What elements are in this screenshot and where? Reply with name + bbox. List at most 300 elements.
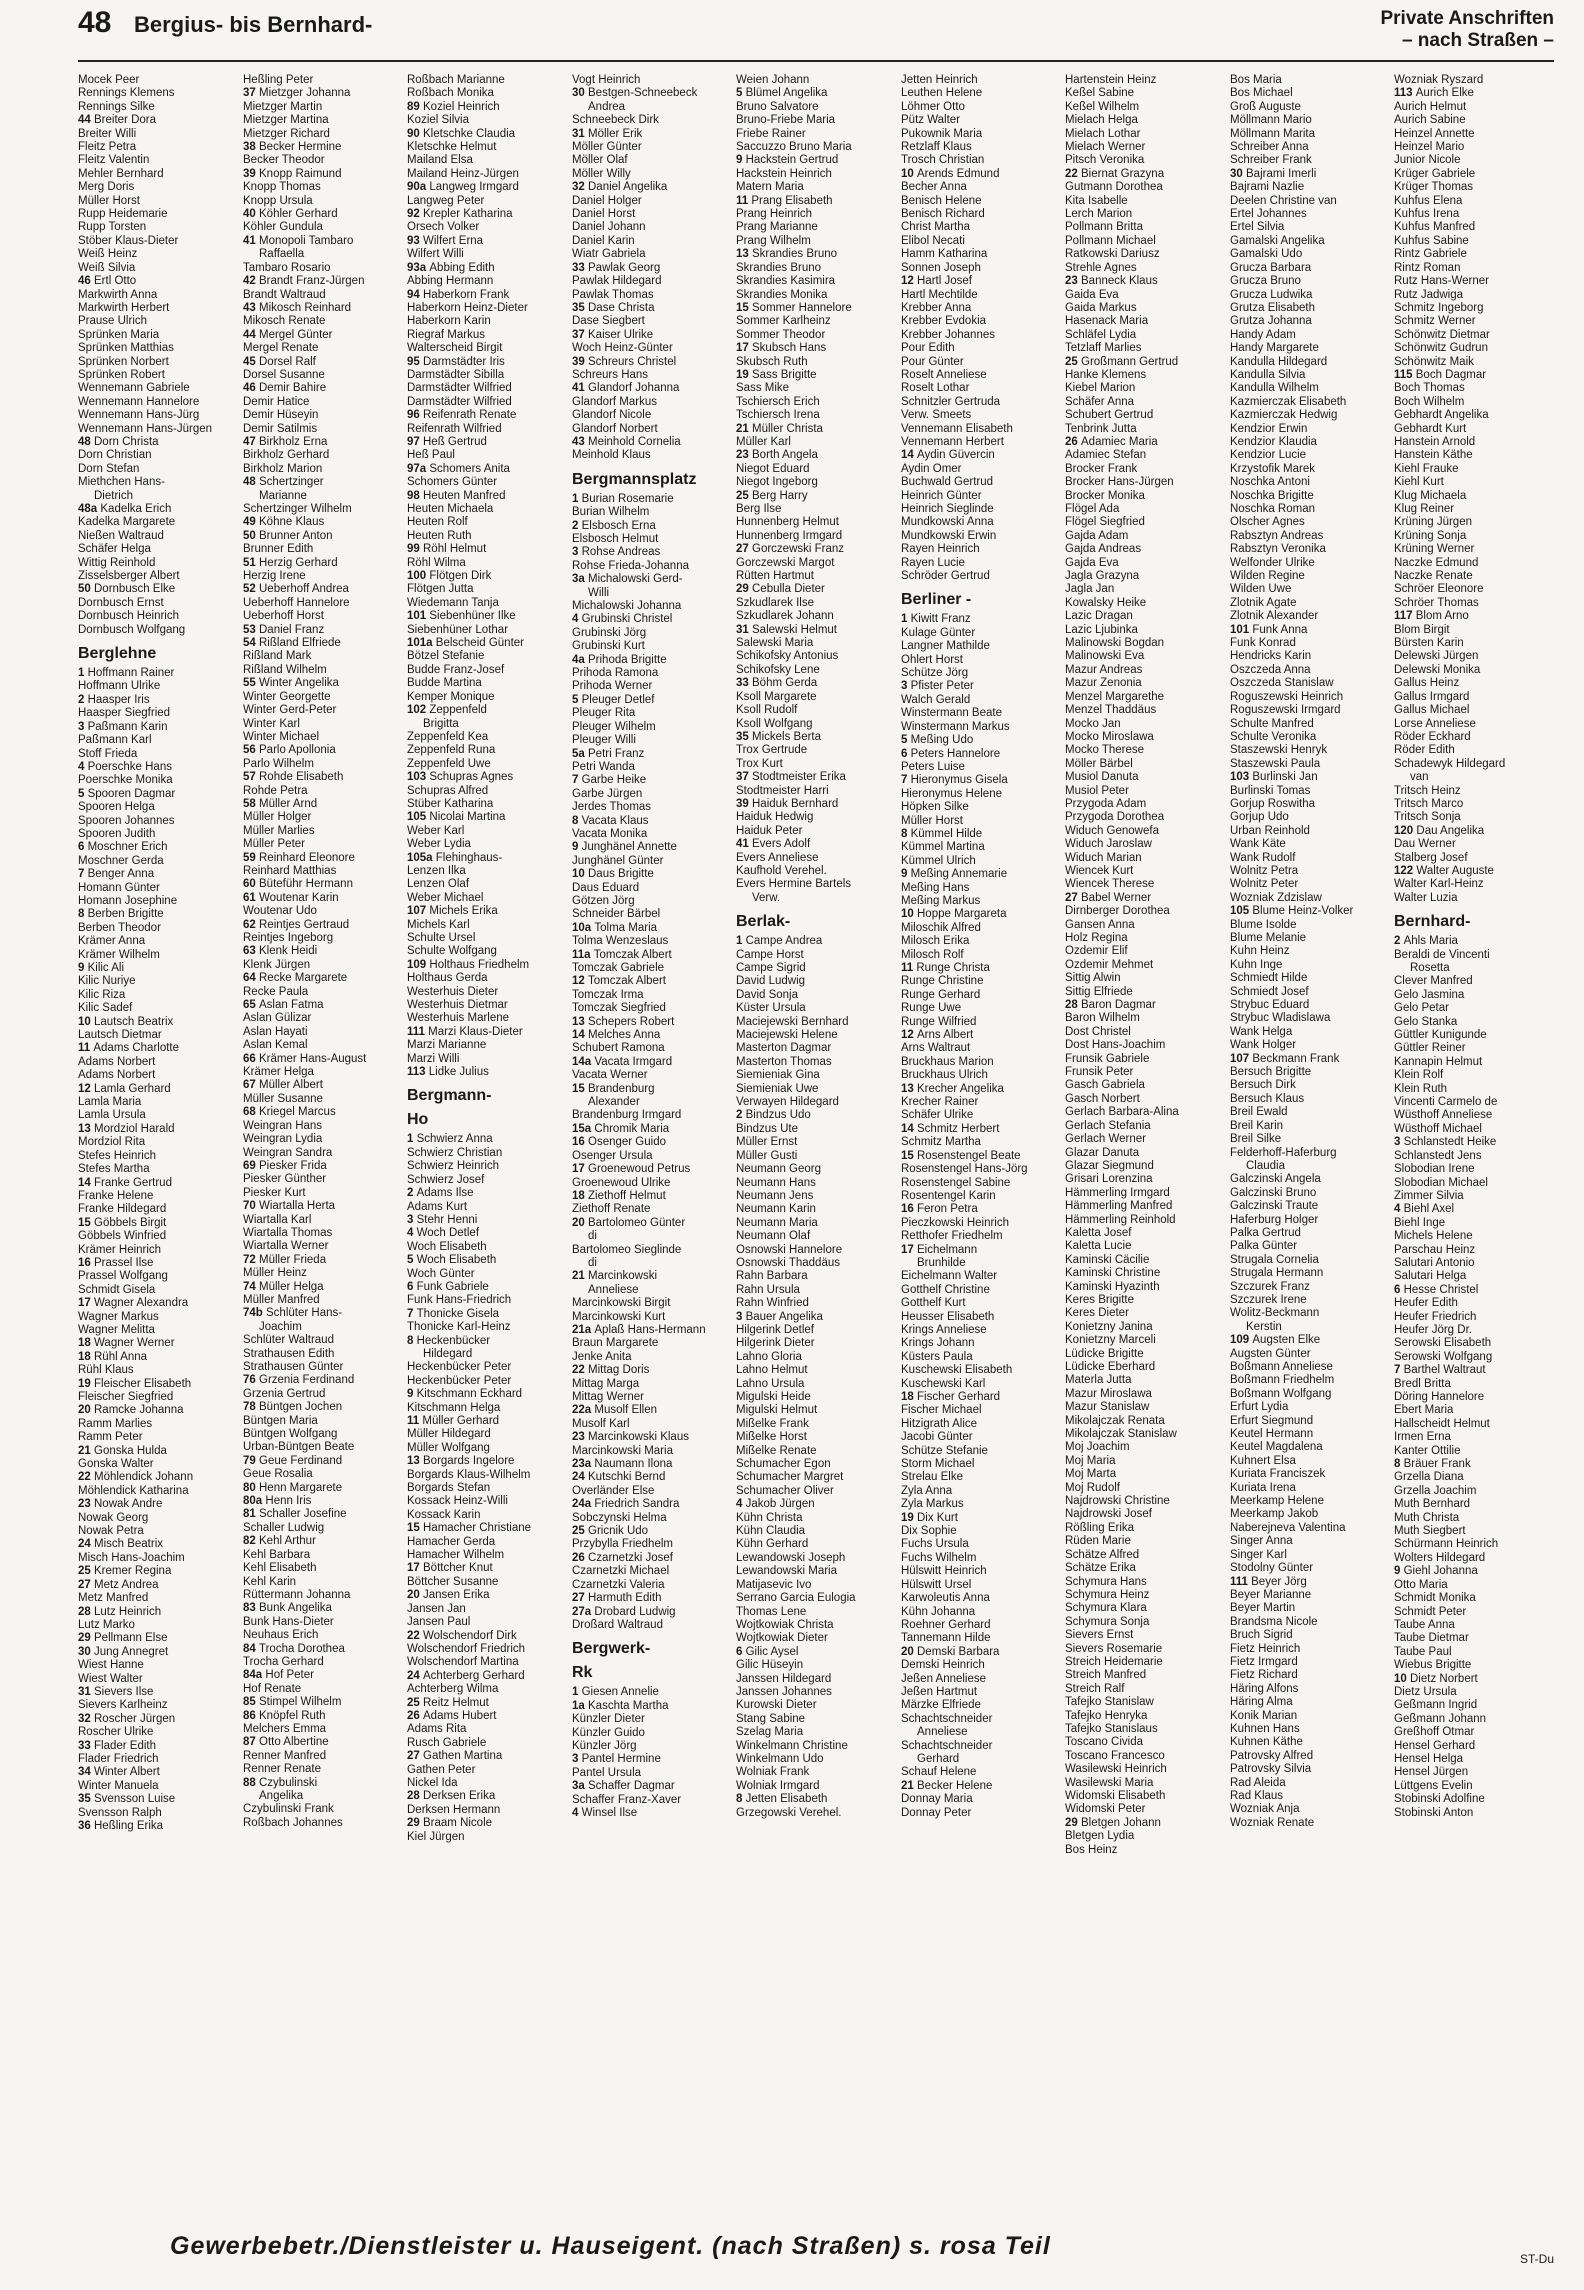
resident-entry: Rahn Winfried	[736, 1297, 809, 1310]
resident-entry: Geue Rosalia	[243, 1468, 313, 1481]
resident-entry: 20 Bartolomeo Günter	[572, 1216, 686, 1229]
resident-entry: Wolters Hildegard	[1394, 1551, 1486, 1564]
resident-entry: Musiol Peter	[1065, 784, 1129, 797]
resident-entry: Roguszewski Heinrich	[1230, 690, 1344, 703]
resident-entry: Mocko Jan	[1065, 717, 1121, 730]
resident-entry: Maciejewski Helene	[736, 1029, 838, 1042]
resident-entry: Slobodian Michael	[1394, 1176, 1488, 1189]
resident-entry: Moschner Gerda	[78, 854, 164, 867]
resident-entry: 9 Hackstein Gertrud	[736, 154, 839, 167]
resident-entry: Hilgerink Dieter	[736, 1337, 815, 1350]
house-number: 105a	[407, 851, 436, 864]
directory-column	[78, 74, 242, 1833]
resident-entry: Geßmann Ingrid	[1394, 1699, 1478, 1712]
resident-entry: 14 Franke Gertrud	[78, 1176, 172, 1189]
house-number: 107	[407, 905, 430, 918]
resident-entry: Neuhaus Erich	[243, 1629, 319, 1642]
resident-entry: 103 Schupras Agnes	[407, 771, 514, 784]
resident-entry: Czarnetzki Michael	[572, 1565, 670, 1578]
house-number: 13	[901, 1082, 917, 1095]
house-number: 23	[1065, 275, 1081, 288]
resident-entry: Tomczak Gabriele	[572, 962, 665, 974]
resident-entry: Skubsch Ruth	[736, 355, 808, 368]
resident-entry: Poerschke Monika	[78, 774, 173, 787]
resident-entry: Schulte Wolfgang	[407, 945, 497, 958]
resident-entry: 23 Marcinkowski Klaus	[572, 1431, 689, 1444]
resident-entry: Breil Ewald	[1230, 1106, 1288, 1119]
house-number: 1	[901, 613, 911, 626]
house-number: 3a	[572, 573, 588, 586]
resident-entry: 26 Czarnetzki Josef	[572, 1551, 674, 1564]
house-number: 65	[243, 999, 259, 1012]
house-number: 37	[572, 328, 588, 341]
house-number: 67	[243, 1079, 259, 1092]
house-number: 85	[243, 1696, 259, 1709]
resident-entry: Moj Joachim	[1065, 1441, 1130, 1454]
resident-entry: Bajrami Nazlie	[1230, 181, 1305, 194]
resident-entry: Bos Michael	[1230, 87, 1293, 100]
resident-entry: Gasch Gabriela	[1065, 1079, 1145, 1092]
resident-entry: Kossack Heinz-Willi	[407, 1495, 508, 1508]
page-header	[78, 6, 1554, 58]
resident-entry: Kazmierczak Elisabeth	[1230, 395, 1347, 408]
house-number: 5	[901, 734, 911, 747]
house-number: 111	[1230, 1575, 1252, 1588]
resident-entry: Mißelke Frank	[736, 1417, 809, 1430]
resident-entry: Krebber Anna	[901, 301, 972, 314]
resident-entry: 6 Funk Gabriele	[407, 1280, 489, 1293]
resident-entry: Müller Susanne	[243, 1092, 323, 1105]
resident-entry: Nowak Petra	[78, 1525, 144, 1538]
resident-entry: Müller Marlies	[243, 824, 315, 837]
resident-entry: 51 Herzig Gerhard	[243, 556, 338, 569]
resident-entry: Ksoll Wolfgang	[736, 717, 813, 730]
resident-entry: Verwayen Hildegard	[736, 1096, 839, 1109]
house-number: 100	[407, 570, 430, 583]
resident-entry: Schläfel Lydia	[1065, 328, 1137, 341]
resident-entry: 43 Mikosch Reinhard	[243, 301, 352, 314]
house-number: 89	[407, 100, 423, 113]
resident-entry: Demski Heinrich	[901, 1659, 985, 1672]
resident-entry: Andrea	[588, 100, 626, 113]
resident-entry: Haberkorn Karin	[407, 315, 491, 328]
house-number: 18	[78, 1350, 94, 1363]
resident-entry: Krecher Rainer	[901, 1096, 979, 1109]
house-number: 8	[1394, 1458, 1404, 1471]
resident-entry: Breil Silke	[1230, 1133, 1282, 1146]
resident-entry: Lerch Marion	[1065, 208, 1133, 221]
resident-entry: Hülswitt Ursel	[901, 1578, 972, 1591]
resident-entry: Nießen Waltraud	[78, 529, 164, 542]
resident-entry: Bunk Hans-Dieter	[243, 1615, 334, 1628]
resident-entry: Spooren Johannes	[78, 814, 175, 827]
resident-entry: Daus Eduard	[572, 881, 640, 894]
house-number: 46	[243, 382, 259, 395]
resident-entry: Kendzior Lucie	[1230, 449, 1307, 462]
resident-entry: 13 Schepers Robert	[572, 1015, 675, 1028]
resident-entry: 79 Geue Ferdinand	[243, 1454, 343, 1467]
resident-entry: Meerkamp Helene	[1230, 1495, 1324, 1508]
resident-entry: 27a Drobard Ludwig	[572, 1605, 676, 1618]
house-number: 88	[243, 1776, 259, 1789]
house-number: 94	[407, 288, 423, 301]
house-number: 50	[78, 583, 94, 596]
resident-entry: Götzen Jörg	[572, 894, 635, 907]
resident-entry: Neumann Georg	[736, 1163, 822, 1176]
resident-entry: Prihoda Werner	[572, 680, 653, 693]
resident-entry: 21a Aplaß Hans-Hermann	[572, 1323, 706, 1336]
resident-entry: Schymura Sonja	[1065, 1615, 1150, 1628]
resident-entry: Wiartalla Werner	[243, 1240, 329, 1253]
resident-entry: Brandt Waltraud	[243, 288, 326, 301]
resident-entry: Runge Wilfried	[901, 1015, 977, 1028]
resident-entry: Flögel Siegfried	[1065, 516, 1145, 529]
resident-entry: Knopp Thomas	[243, 181, 321, 194]
resident-entry: 22 Möhlendick Johann	[78, 1471, 194, 1484]
resident-entry: Friebe Rainer	[736, 127, 806, 140]
resident-entry: 15 Sommer Hannelore	[736, 301, 852, 314]
resident-entry: Schwierz Christian	[407, 1146, 503, 1159]
resident-entry: Grucza Ludwika	[1230, 288, 1313, 301]
resident-entry: Walter Karl-Heinz	[1394, 878, 1484, 891]
resident-entry: Jansen Paul	[407, 1616, 471, 1629]
resident-entry: Lewandowski Joseph	[736, 1551, 846, 1564]
house-number: 12	[572, 975, 588, 988]
resident-entry: Greßhoff Otmar	[1394, 1726, 1475, 1739]
resident-entry: Donnay Peter	[901, 1806, 972, 1819]
resident-entry: Maciejewski Bernhard	[736, 1015, 849, 1028]
resident-entry: Holthaus Gerda	[407, 972, 488, 985]
resident-entry: 24 Kutschki Bernd	[572, 1471, 666, 1484]
house-number: 92	[407, 208, 423, 221]
house-number: 14	[901, 449, 917, 462]
resident-entry: 3 Stehr Henni	[407, 1213, 478, 1226]
resident-entry: Thonicke Karl-Heinz	[407, 1321, 511, 1334]
resident-entry: 88 Czybulinski	[243, 1776, 318, 1789]
resident-entry: Heusser Elisabeth	[901, 1310, 995, 1323]
resident-entry: Matijasevic Ivo	[736, 1578, 812, 1591]
resident-entry: Szkudlarek Johann	[736, 610, 834, 623]
resident-entry: Stobinski Adolfine	[1394, 1793, 1485, 1806]
resident-entry: Mietzger Martina	[243, 114, 329, 127]
resident-entry: Niegot Ingeborg	[736, 476, 818, 489]
resident-entry: Winstermann Beate	[901, 707, 1002, 720]
resident-entry: Dorsel Susanne	[243, 368, 325, 381]
resident-entry: Gajda Andreas	[1065, 543, 1142, 556]
resident-entry: Müller Gusti	[736, 1149, 798, 1162]
resident-entry: Aslan Hayati	[243, 1025, 308, 1038]
resident-entry: Toscano Francesco	[1065, 1749, 1165, 1762]
resident-entry: Wiencek Kurt	[1065, 864, 1134, 877]
resident-entry: Budde Franz-Josef	[407, 663, 505, 676]
resident-entry: Wolitz-Beckmann	[1230, 1307, 1320, 1320]
resident-entry: 47 Birkholz Erna	[243, 435, 328, 448]
house-number: 84a	[243, 1669, 266, 1682]
resident-entry: Krüning Jürgen	[1394, 516, 1472, 529]
resident-entry: 81 Schaller Josefine	[243, 1508, 347, 1521]
resident-entry: 13 Krecher Angelika	[901, 1082, 1004, 1095]
resident-entry: Spooren Judith	[78, 827, 156, 840]
resident-entry: Sonnen Joseph	[901, 261, 981, 274]
resident-entry: Künzler Guido	[572, 1726, 645, 1739]
house-number: 80	[243, 1481, 259, 1494]
resident-entry: Schütze Jörg	[901, 667, 969, 680]
resident-entry: Achterberg Wilma	[407, 1683, 499, 1696]
house-number: 1	[736, 935, 746, 948]
resident-entry: 46 Ertl Otto	[78, 275, 137, 288]
house-number: 14	[572, 1029, 588, 1042]
resident-entry: Gelo Stanka	[1394, 1015, 1458, 1028]
house-number: 25	[407, 1696, 423, 1709]
resident-entry: Schaller Ludwig	[243, 1521, 325, 1534]
house-number: 64	[243, 972, 259, 985]
resident-entry: Schneebeck Dirk	[572, 114, 659, 127]
resident-entry: 5 Meßing Udo	[901, 734, 974, 747]
resident-entry: 44 Breiter Dora	[78, 114, 156, 127]
resident-entry: Mißelke Horst	[736, 1431, 807, 1444]
resident-entry: Demir Hatice	[243, 395, 310, 408]
resident-entry: 2 Elsbosch Erna	[572, 519, 656, 532]
resident-entry: Schaffer Franz-Xaver	[572, 1793, 682, 1806]
resident-entry: Jetten Heinrich	[901, 74, 978, 86]
house-number: 1	[78, 667, 88, 680]
resident-entry: Siemieniak Gina	[736, 1069, 820, 1082]
resident-entry: 18 Wagner Werner	[78, 1337, 175, 1350]
resident-entry: 2 Bindzus Udo	[736, 1109, 811, 1122]
footer-note: Gewerbebetr./Dienstleister u. Hauseigent. (nach Straßen) s. rosa Teil	[170, 2232, 1051, 2260]
resident-entry: Bruno-Friebe Maria	[736, 114, 836, 127]
resident-entry: Daniel Horst	[572, 208, 636, 221]
resident-entry: di	[588, 1256, 597, 1269]
resident-entry: 15 Hamacher Christiane	[407, 1522, 532, 1535]
resident-entry: Salutari Helga	[1394, 1270, 1467, 1283]
house-number: 78	[243, 1401, 259, 1414]
resident-entry: 1 Giesen Annelie	[572, 1686, 659, 1699]
resident-entry: Ratkowski Dariusz	[1065, 248, 1160, 261]
resident-entry: Serowski Elisabeth	[1394, 1337, 1492, 1350]
resident-entry: 25 Großmann Gertrud	[1065, 355, 1179, 368]
resident-entry: Winter Georgette	[243, 690, 331, 703]
resident-entry: Güttler Reiner	[1394, 1042, 1466, 1055]
house-number: 38	[243, 141, 259, 154]
house-number: 4	[1394, 1203, 1404, 1216]
resident-entry: Kiehl Frauke	[1394, 462, 1459, 475]
resident-entry: Sprünken Robert	[78, 368, 165, 381]
resident-entry: Schätze Alfred	[1065, 1548, 1140, 1561]
house-number: 51	[243, 556, 259, 569]
page-number: 48	[78, 6, 112, 39]
resident-entry: Schönwitz Gudrun	[1394, 342, 1488, 355]
resident-entry: Musiol Danuta	[1065, 771, 1139, 784]
resident-entry: Ohlert Horst	[901, 653, 963, 666]
resident-entry: Glandorf Nicole	[572, 409, 652, 422]
resident-entry: Mazur Andreas	[1065, 663, 1143, 676]
resident-entry: Müller Hildegard	[407, 1428, 491, 1441]
resident-entry: Fleischer Siegfried	[78, 1391, 174, 1403]
resident-entry: 41 Monopoli Tambaro	[243, 234, 354, 247]
house-number: 1	[572, 1686, 582, 1699]
resident-entry: Streich Manfred	[1065, 1669, 1147, 1682]
resident-entry: 8 Vacata Klaus	[572, 814, 649, 827]
resident-entry: Tolma Wenzeslaus	[572, 935, 669, 948]
resident-entry: Kehl Barbara	[243, 1548, 311, 1561]
resident-entry: 17 Wagner Alexandra	[78, 1297, 189, 1310]
resident-entry: Vincenti Carmelo de	[1394, 1096, 1498, 1109]
house-number: 9	[78, 962, 88, 974]
resident-entry: Mißelke Renate	[736, 1444, 817, 1457]
resident-entry: 48 Schertzinger	[243, 476, 324, 489]
house-number: 8	[78, 908, 88, 921]
house-number: 4	[572, 1806, 582, 1819]
resident-entry: Müller Horst	[901, 814, 963, 827]
resident-entry: Clever Manfred	[1394, 975, 1473, 988]
resident-entry: Menzel Thaddäus	[1065, 704, 1157, 717]
house-number: 10	[572, 868, 588, 881]
resident-entry: Schymura Heinz	[1065, 1588, 1150, 1601]
resident-entry: Ziethoff Renate	[572, 1203, 651, 1216]
resident-entry: Moj Rudolf	[1065, 1481, 1120, 1494]
resident-entry: Pollmann Britta	[1065, 221, 1143, 234]
resident-entry: Bruckhaus Marion	[901, 1055, 994, 1068]
resident-entry: 70 Wiartalla Herta	[243, 1200, 336, 1213]
resident-entry: David Ludwig	[736, 975, 806, 988]
resident-entry: Kuschewski Elisabeth	[901, 1364, 1013, 1377]
resident-entry: Palka Gertrud	[1230, 1226, 1301, 1239]
resident-entry: Hitzigrath Alice	[901, 1417, 978, 1430]
resident-entry: Zisselsberger Albert	[78, 570, 180, 583]
resident-entry: Noschka Brigitte	[1230, 489, 1314, 502]
house-number: 9	[736, 154, 746, 167]
resident-entry: 66 Krämer Hans-August	[243, 1052, 367, 1065]
resident-entry: Strybuc Wladislawa	[1230, 1012, 1331, 1025]
resident-entry: Moj Maria	[1065, 1454, 1116, 1467]
resident-entry: Kuriata Irena	[1230, 1481, 1296, 1494]
resident-entry: 23 Nowak Andre	[78, 1498, 163, 1511]
resident-entry: Evers Hermine Bartels	[736, 878, 852, 891]
resident-entry: 18 Ziethoff Helmut	[572, 1189, 666, 1202]
house-number: 7	[407, 1307, 417, 1320]
house-number: 3	[572, 546, 582, 559]
house-number: 24	[78, 1538, 94, 1551]
resident-entry: Hanstein Arnold	[1394, 435, 1476, 448]
house-number: 23	[572, 1431, 588, 1444]
street-heading: Berglehne	[78, 645, 157, 663]
resident-entry: Hasenack Maria	[1065, 315, 1149, 328]
resident-entry: Dornbusch Heinrich	[78, 610, 179, 623]
house-number: 26	[572, 1551, 588, 1564]
house-number: 41	[736, 838, 752, 851]
house-number: 44	[78, 114, 94, 127]
resident-entry: Handy Adam	[1230, 328, 1296, 341]
resident-entry: Szelag Maria	[736, 1726, 804, 1739]
resident-entry: 46 Demir Bahire	[243, 382, 327, 395]
house-number: 19	[736, 368, 752, 381]
resident-entry: 14 Melches Anna	[572, 1029, 661, 1042]
resident-entry: Wagner Markus	[78, 1310, 159, 1323]
resident-entry: Parschau Heinz	[1394, 1243, 1476, 1256]
resident-entry: Tannemann Hilde	[901, 1632, 991, 1645]
house-number: 43	[243, 301, 259, 314]
directory-column	[572, 74, 736, 1820]
resident-entry: Mittag Werner	[572, 1391, 645, 1403]
house-number: 19	[901, 1511, 917, 1524]
resident-entry: Tschiersch Irena	[736, 409, 820, 422]
resident-entry: Kümmel Ulrich	[901, 854, 976, 867]
resident-entry: Aydin Ömer	[901, 462, 962, 475]
house-number: 28	[78, 1605, 94, 1618]
house-number: 41	[243, 234, 259, 247]
resident-entry: Heuten Ruth	[407, 529, 472, 542]
resident-entry: Zlotnik Agate	[1230, 596, 1297, 609]
resident-entry: Orsech Volker	[407, 221, 480, 234]
resident-entry: Lüdicke Brigitte	[1065, 1347, 1144, 1360]
house-number: 83	[243, 1602, 259, 1615]
resident-entry: Wank Käte	[1230, 838, 1286, 851]
resident-entry: Aslan Kemal	[243, 1039, 308, 1052]
resident-entry: 3 Rohse Andreas	[572, 546, 661, 559]
resident-entry: Haiduk Peter	[736, 824, 803, 837]
resident-entry: Michalowski Johanna	[572, 600, 682, 613]
resident-entry: 74 Müller Helga	[243, 1280, 324, 1293]
resident-entry: Ramm Peter	[78, 1431, 143, 1444]
resident-entry: 55 Winter Angelika	[243, 677, 339, 690]
resident-entry: Dost Christel	[1065, 1025, 1131, 1038]
resident-entry: Bletgen Lydia	[1065, 1830, 1135, 1843]
resident-entry: Pawlak Thomas	[572, 288, 654, 301]
resident-entry: Malinowski Bogdan	[1065, 637, 1165, 650]
resident-entry: Gelo Petar	[1394, 1002, 1449, 1015]
resident-entry: Häring Alfons	[1230, 1682, 1299, 1695]
resident-entry: Widuch Jaroslaw	[1065, 838, 1152, 851]
resident-entry: Vennemann Herbert	[901, 435, 1004, 448]
resident-entry: Weingran Hans	[243, 1119, 323, 1132]
resident-entry: Garbe Jürgen	[572, 787, 643, 800]
resident-entry: 33 Böhm Gerda	[736, 677, 818, 690]
resident-entry: Boßmann Wolfgang	[1230, 1387, 1332, 1400]
house-number: 27	[572, 1592, 588, 1605]
house-number: 14	[901, 1122, 917, 1135]
directory-column	[1230, 74, 1394, 1830]
resident-entry: Miethchen Hans-	[78, 476, 165, 489]
house-number: 82	[243, 1535, 259, 1548]
resident-entry: Glazar Danuta	[1065, 1146, 1140, 1159]
resident-entry: Müller Manfred	[243, 1293, 320, 1306]
resident-entry: 18 Rühl Anna	[78, 1350, 148, 1363]
resident-entry: Kiehl Kurt	[1394, 476, 1444, 489]
resident-entry: Schmidt Gisela	[78, 1283, 156, 1296]
resident-entry: di	[588, 1230, 597, 1243]
resident-entry: Wennemann Hannelore	[78, 395, 200, 408]
resident-entry: Wasilewski Heinrich	[1065, 1763, 1167, 1776]
resident-entry: Ebert Maria	[1394, 1404, 1454, 1417]
house-number: 96	[407, 409, 423, 422]
resident-entry: 58 Müller Arnd	[243, 797, 318, 810]
house-number: 29	[1065, 1816, 1081, 1829]
house-number: 109	[407, 958, 430, 971]
house-number: 13	[572, 1015, 588, 1028]
resident-entry: Elibol Necati	[901, 234, 965, 247]
resident-entry: Schmiedt Hilde	[1230, 972, 1308, 985]
resident-entry: Willi	[588, 586, 610, 599]
resident-entry: Weber Michael	[407, 891, 484, 904]
resident-entry: 27 Harmuth Edith	[572, 1592, 662, 1605]
resident-entry: Niegot Eduard	[736, 462, 810, 475]
resident-entry: Flötgen Jutta	[407, 583, 474, 596]
resident-entry: Wennemann Gabriele	[78, 382, 190, 395]
resident-entry: 60 Büteführ Hermann	[243, 878, 353, 891]
resident-entry: Boch Thomas	[1394, 382, 1465, 395]
section-title-line2: – nach Straßen –	[1401, 30, 1554, 51]
